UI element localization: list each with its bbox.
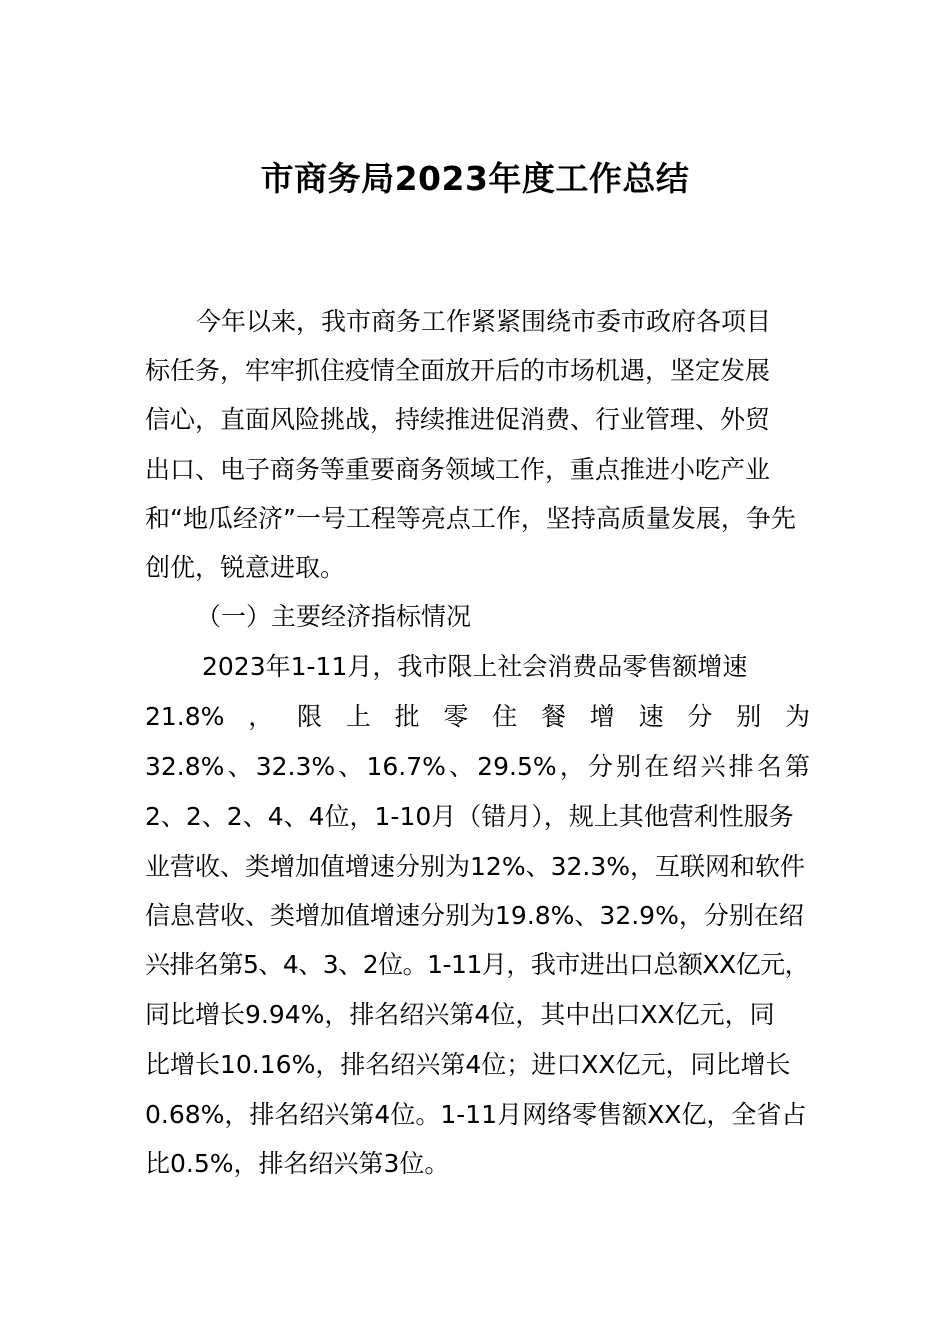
paragraph-line: 出口、电子商务等重要商务领域工作，重点推进小吃产业 [145, 455, 771, 484]
paragraph-line: 和“地瓜经济”一号工程等亮点工作，坚持高质量发展，争先 [145, 504, 796, 533]
paragraph-line: 创优，锐意进取。 [145, 553, 346, 582]
paragraph-line: 比增长10.16%，排名绍兴第4位；进口XX亿元，同比增长 [145, 1050, 791, 1079]
paragraph-line: 2023年1-11月，我市限上社会消费品零售额增速 [202, 652, 748, 681]
document-title: 市商务局2023年度工作总结 [260, 159, 690, 198]
paragraph-line: 2、2、2、4、4位，1-10月（错月），规上其他营利性服务 [145, 802, 794, 831]
paragraph-line: 标任务，牢牢抓住疫情全面放开后的市场机遇，坚定发展 [145, 356, 771, 385]
paragraph-line: 兴排名第5、4、3、2位。1-11月，我市进出口总额XX亿元， [145, 950, 810, 979]
paragraph-line: 同比增长9.94%，排名绍兴第4位，其中出口XX亿元，同 [145, 1000, 775, 1029]
paragraph-line: 信心，直面风险挑战，持续推进促消费、行业管理、外贸 [145, 405, 771, 434]
section-heading: （一）主要经济指标情况 [196, 602, 472, 631]
paragraph-line: 今年以来，我市商务工作紧紧围绕市委市政府各项目 [196, 307, 772, 336]
paragraph-line: 信息营收、类增加值增速分别为19.8%、32.9%，分别在绍 [145, 901, 804, 930]
paragraph-line: 业营收、类增加值增速分别为12%、32.3%，互联网和软件 [145, 852, 805, 881]
paragraph-line: 32.8%、32.3%、16.7%、29.5%，分别在绍兴排名第 [145, 752, 810, 781]
paragraph-line: 比0.5%，排名绍兴第3位。 [145, 1149, 450, 1178]
paragraph-line: 0.68%，排名绍兴第4位。1-11月网络零售额XX亿，全省占 [145, 1100, 807, 1129]
paragraph-line: 21.8%，限上批零住餐增速分别为 [145, 702, 810, 731]
